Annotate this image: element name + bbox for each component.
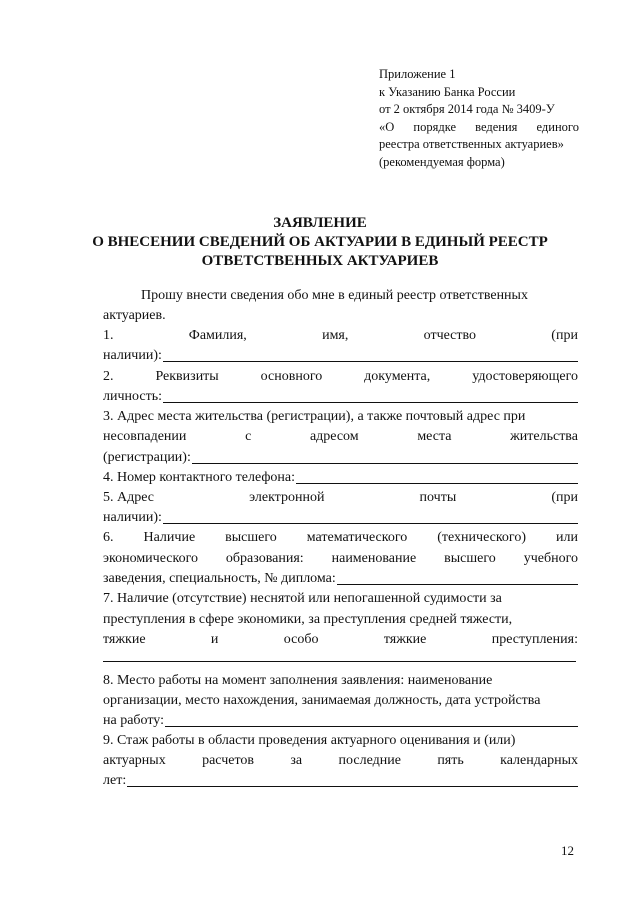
item-6-line-2	[103, 548, 578, 570]
item-5-word: электронной	[249, 490, 325, 505]
item-4-line	[103, 467, 578, 489]
item-9-word: за	[290, 753, 303, 768]
item-9-word: последние	[338, 753, 401, 768]
annex-line-5: реестра ответственных актуариев»	[379, 137, 564, 151]
item-7-line-2: преступления в сфере экономики, за преступления средней тяжести,	[103, 612, 513, 627]
item-5-word: (при	[551, 490, 578, 505]
item-6-word: учебного	[523, 551, 578, 566]
item-9-cont: лет:	[103, 773, 127, 788]
item-6-word: наименование	[331, 551, 417, 566]
item-5-cont: наличии):	[103, 510, 162, 525]
item-3-cont: (регистрации):	[103, 450, 191, 465]
item-8-cont: на работу:	[103, 713, 164, 728]
item-5-line-2	[103, 507, 578, 529]
item-3-word: жительства	[510, 429, 578, 444]
item-2-cont: личность:	[103, 389, 162, 404]
item-1-cont: наличии):	[103, 348, 162, 363]
item-7-word: и	[210, 632, 219, 647]
title-line-1: ЗАЯВЛЕНИЕ	[273, 215, 367, 231]
item-6-word: высшего	[444, 551, 496, 566]
annex-line-1: Приложение 1	[379, 67, 456, 81]
item-7-word: тяжкие	[103, 632, 146, 647]
item-7-line-3	[103, 629, 578, 651]
item-9-line-3	[103, 770, 578, 792]
item-2-line-1	[103, 366, 578, 388]
annex-header	[379, 66, 579, 171]
item-1-word: имя,	[322, 328, 349, 343]
document-title	[90, 214, 550, 271]
item-9-word: актуарных	[103, 753, 166, 768]
item-7-word: тяжкие	[383, 632, 427, 647]
item-3-word: адресом	[309, 429, 359, 444]
annex-word: единого	[536, 119, 579, 134]
item-2-word: документа,	[364, 369, 431, 384]
email-field[interactable]	[163, 523, 578, 524]
item-9-line-1: 9. Стаж работы в области проведения актуарного оценивания и (или)	[103, 733, 516, 748]
address-field[interactable]	[192, 463, 578, 464]
annex-word: порядке	[413, 119, 457, 134]
item-2-word: основного	[260, 369, 323, 384]
item-9-line-2	[103, 750, 578, 772]
item-1-line-2	[103, 345, 578, 367]
item-6-word: Наличие	[143, 530, 196, 545]
identity-document-field[interactable]	[163, 402, 578, 403]
item-6-cont: заведения, специальность, № диплома:	[103, 571, 336, 586]
item-2-line-2	[103, 386, 578, 408]
item-9-word: расчетов	[202, 753, 255, 768]
item-7-word: преступления:	[491, 632, 578, 647]
education-field[interactable]	[337, 584, 578, 585]
item-2-word: 2.	[103, 369, 114, 384]
title-line-2: О ВНЕСЕНИИ СВЕДЕНИЙ ОБ АКТУАРИИ В ЕДИНЫЙ РЕЕСТР	[92, 234, 548, 250]
title-line-3: ОТВЕТСТВЕННЫХ АКТУАРИЕВ	[201, 253, 439, 269]
item-6-word: или	[555, 530, 578, 545]
item-6-line-1	[103, 527, 578, 549]
annex-line-6: (рекомендуемая форма)	[379, 154, 505, 169]
item-3-line-1: 3. Адрес места жительства (регистрации), а также почтовый адрес при	[103, 409, 526, 424]
workplace-field[interactable]	[165, 726, 578, 727]
item-5-word: почты	[419, 490, 457, 505]
item-3-line-3	[103, 447, 578, 469]
experience-field[interactable]	[127, 786, 578, 787]
item-4-text: 4. Номер контактного телефона:	[103, 470, 295, 485]
item-6-word: (технического)	[437, 530, 526, 545]
item-5-line-1	[103, 487, 578, 509]
item-1-word: Фамилия,	[188, 328, 247, 343]
intro-line-1: Прошу внести сведения обо мне в единый реестр ответственных	[141, 288, 528, 303]
intro-line-2: актуариев.	[103, 308, 166, 323]
item-6-word: 6.	[103, 530, 114, 545]
item-8-line-3	[103, 710, 578, 732]
phone-field[interactable]	[296, 483, 578, 484]
annex-word: ведения	[475, 119, 518, 134]
item-3-word: с	[245, 429, 252, 444]
item-1-word: отчество	[423, 328, 477, 343]
item-2-word: удостоверяющего	[472, 369, 578, 384]
item-9-word: календарных	[500, 753, 578, 768]
item-2-word: Реквизиты	[155, 369, 219, 384]
item-3-line-2	[103, 426, 578, 448]
annex-word: «О	[379, 119, 395, 134]
item-1-line-1	[103, 325, 578, 347]
item-6-line-3	[103, 568, 578, 590]
item-1-word: (при	[551, 328, 578, 343]
item-8-line-2: организации, место нахождения, занимаемая должность, дата устройства	[103, 693, 541, 708]
annex-line-3: от 2 октября 2014 года № 3409-У	[379, 102, 555, 116]
item-3-word: несовпадении	[103, 429, 187, 444]
annex-line-4	[379, 119, 579, 137]
item-6-word: образования:	[225, 551, 304, 566]
item-6-word: математического	[306, 530, 408, 545]
page-number: 12	[561, 843, 574, 858]
criminal-record-field[interactable]	[103, 661, 576, 662]
item-6-word: экономического	[103, 551, 198, 566]
item-6-word: высшего	[225, 530, 277, 545]
item-3-word: места	[417, 429, 452, 444]
item-1-word: 1.	[103, 328, 114, 343]
full-name-field[interactable]	[163, 361, 578, 362]
annex-line-2: к Указанию Банка России	[379, 84, 516, 99]
item-5-word: 5. Адрес	[103, 490, 155, 505]
item-9-word: пять	[437, 753, 464, 768]
item-7-line-1: 7. Наличие (отсутствие) неснятой или непогашенной судимости за	[103, 591, 502, 606]
item-7-word: особо	[283, 632, 319, 647]
item-8-line-1: 8. Место работы на момент заполнения заявления: наименование	[103, 673, 493, 688]
